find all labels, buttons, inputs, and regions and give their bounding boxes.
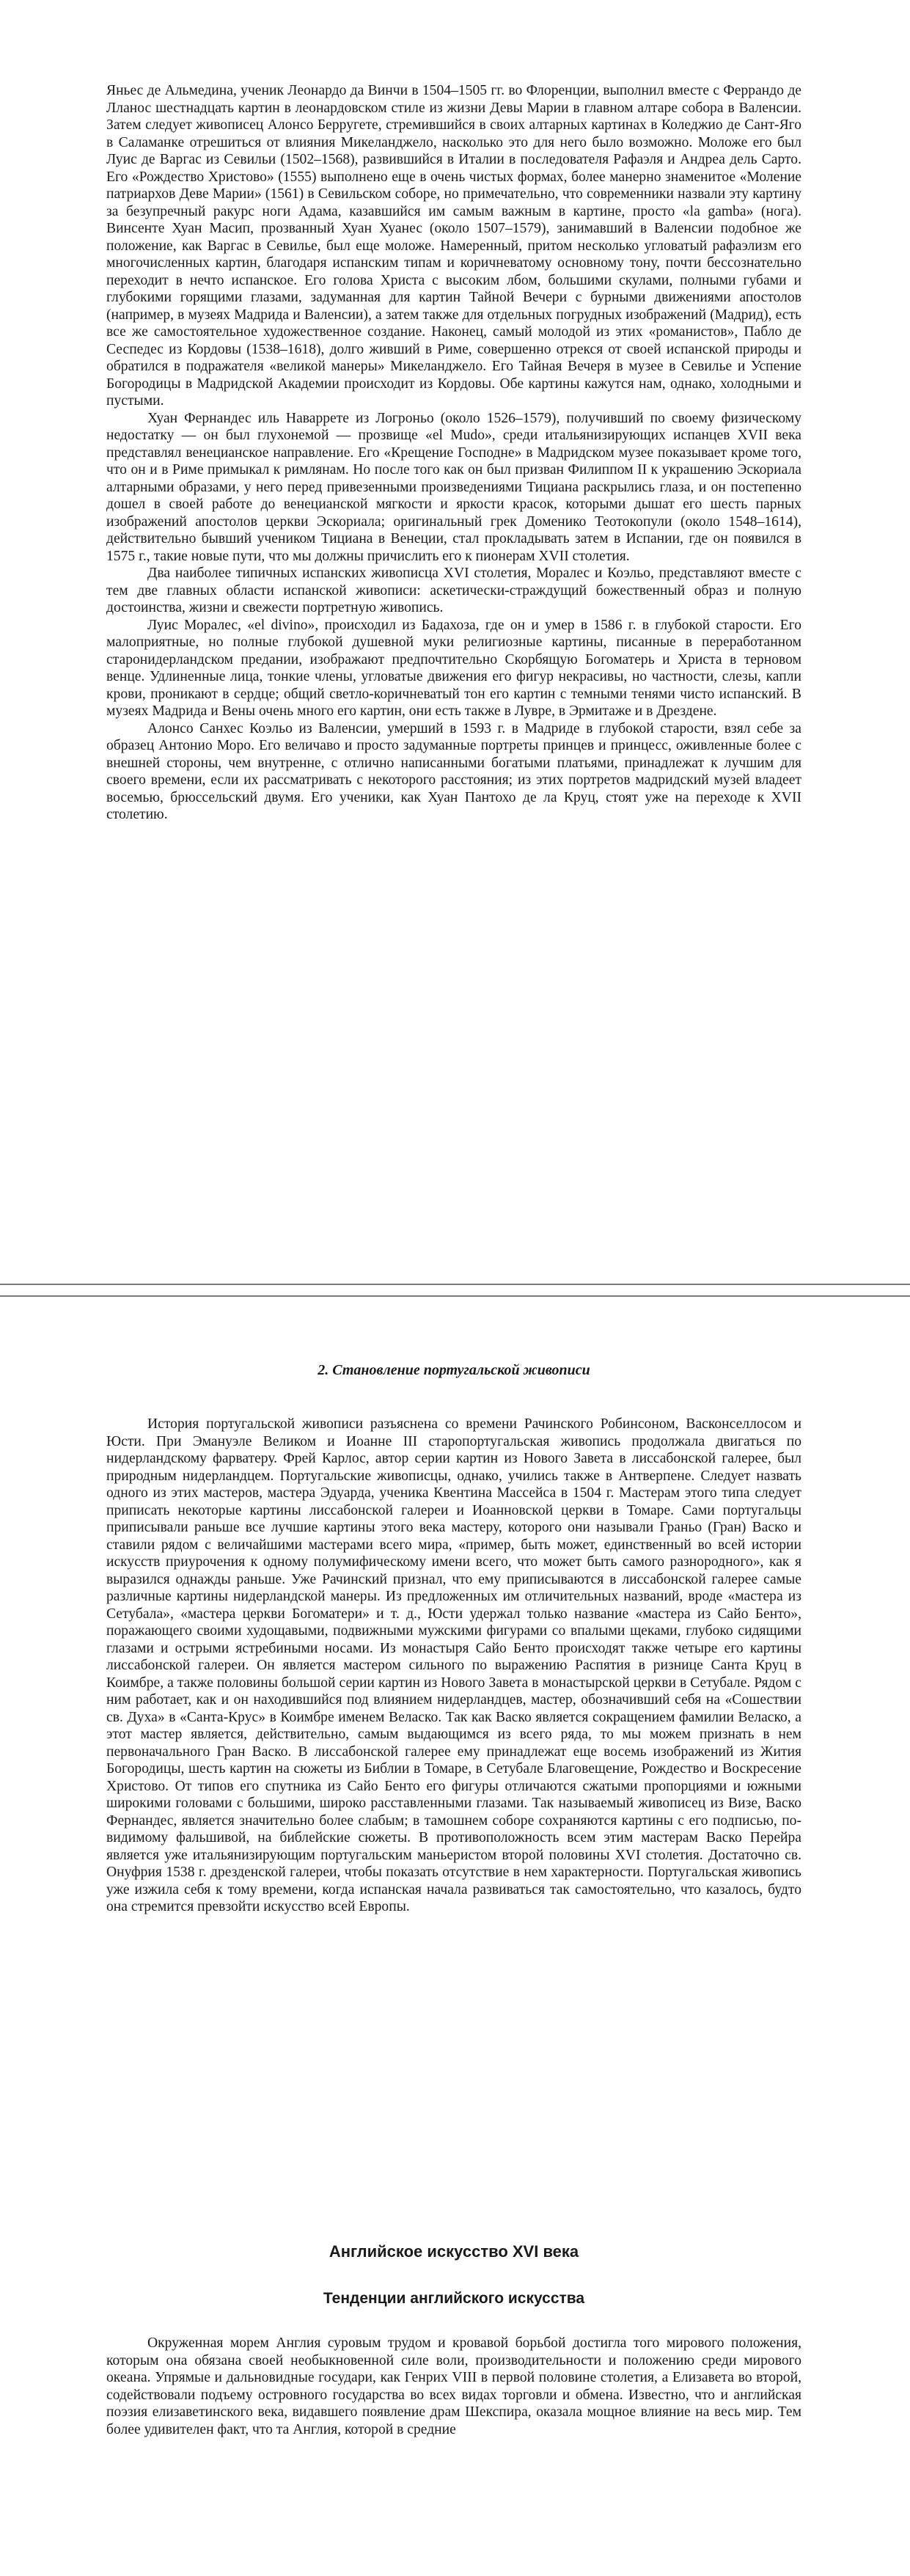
paragraph-portuguese-painting: История португальской живописи разъяснена со времени Рачинского Робинсоном, Васконселлосом и Юсти. При Эмануэле Великом и Иоанне III старопортугальская живопись продолжала двигаться по нидерландскому фарватеру. Фрей Карлос, автор серии картин из Нового Завета в лиссабонской галерее, был природным нидерландцем. Португальские живописцы, однако, учились также в Антверпене. Следует назвать одного из этих мастеров, мастера Эдуарда, ученика Квентина Массейса в 1504 г. Мастерам этого типа следует приписать некоторые картины лиссабонской галереи и Иоанновской церкви в Томаре. Сами португальцы приписывали раньше все лучшие картины этого века мастеру, которого они называли Граньо (Гран) Васко и ставили рядом с величайшими мастерами всего мира, «пример, быть может, единственный во всей истории искусств приурочения к одному полумифическому имени всего, что может быть самого разнородного», как я выразился однажды раньше. Уже Рачинский признал, что ему приписываются в лиссабонской галерее самые различные картины нидерландской манеры. Из предложенных им отличительных названий, вроде «мастера из Сетубала», «мастера церкви Богоматери» и т. д., Юсти удержал только название «мастера из Сайо Бенто», поражающего своими худощавыми, подвижными мужскими фигурами со впалыми щеками, глубоко сидящими глазами и острыми ястребиными носами. Из монастыря Сайо Бенто происходят также четыре его картины лиссабонской галереи. Он является мастером сильного по выражению Распятия в ризнице Санта Круц в Коимбре, а также половины большой серии картин из Нового Завета в монастырской церкви в Сетубале. Рядом с ним работает, как и он находившийся под влиянием нидерландцев, мастер, обозначивший себя на «Сошествии св. Духа» в «Санта-Крус» в Коимбре именем Веласко. Так как Васко является сокращением фамилии Веласко, а этот мастер является, действительно, самым выдающимся из всего ряда, то мы можем признать в нем первоначального Гран Васко. В лиссабонской галерее ему принадлежат еще восемь изображений из Жития Богородицы, шесть картин на сюжеты из Библии в Томаре, в Сетубале Благовещение, Рождество и Воскресение Христово. От типов его спутника из Сайо Бенто его фигуры отличаются сжатыми пропорциями и южными широкими головами с большими, широко расставленными глазами. Так называемый живописец из Визе, Васко Фернандес, является значительно более слабым; в тамошнем соборе сохраняются картины с его подписью, по-видимому фальшивой, на библейские сюжеты. В противоположность всем этим мастерам Васко Перейра является уже итальянизирующим португальским маньеристом второй половины XVI столетия. Достаточно св. Онуфрия 1538 г. дрезденской галереи, чтобы показать отсутствие в нем характерности. Португальская живопись уже изжила себя к тому времени, когда испанская начала развиваться так самостоятельно, что казалось, будто она стремится превзойти искусство всей Европы. xyxy=(106,1416,801,1914)
document-page-1 xyxy=(0,0,910,1284)
paragraph-english-art: Окруженная морем Англия суровым трудом и кровавой борьбой достигла того мирового положения, которым она обязана своей необыкновенной силе воли, производительности и положению среди мирового океана. Упрямые и дальновидные государи, как Генрих VIII в первой половине столетия, а Елизавета во второй, содействовали подъему островного государства во всех видах торговли и обмена. Известно, что и английская поэзия елизаветинского века, видавшего появление драм Шекспира, оказала мощное влияние на весь мир. Тем более удивителен факт, что та Англия, которой в средние xyxy=(106,2335,801,2437)
paragraph-morales-coello-intro: Два наиболее типичных испанских живописца XVI столетия, Моралес и Коэльо, представляют вместе с тем две главных области испанской живописи: аскетически-страждущий божественный образ и полную достоинства, жизни и свежести портретную живопись. xyxy=(106,566,801,615)
paragraph-yanes: Яньес де Альмедина, ученик Леонардо да Винчи в 1504–1505 гг. во Флоренции, выполнил вместе с Феррандо де Лланос шестнадцать картин в леонардовском стиле из жизни Девы Марии в главном алтаре собора в Валенсии. Затем следует живописец Алонсо Берругете, стремившийся в своих алтарных картинах в Коледжио де Сант-Яго в Саламанке отрешиться от влияния Микеланджело, насколько это для него было возможно. Моложе его был Луис де Варгас из Севильи (1502–1568), развившийся в Италии в последователя Рафаэля и Андреа дель Сарто. Его «Рождество Христово» (1555) выполнено еще в очень чистых формах, более манерно знаменитое «Моление патриархов Деве Марии» (1561) в Севильском соборе, но примечательно, что современники назвали эту картину за безупречный ракурс ноги Адама, казавшийся им самым важным в картине, просто «la gamba» (нога). Винсенте Хуан Масип, прозванный Хуан Хуанес (около 1507–1579), занимавший в Валенсии подобное же положение, как Варгас в Севилье, был еще моложе. Намеренный, притом несколько угловатый рафаэлизм его многочисленных картин, благодаря испанским типам и коричневатому основному тону, почти бессознательно переходит в нечто испанское. Его голова Христа с высоким лбом, большими скулами, полными губами и глубокими горящими глазами, задуманная для картин Тайной Вечери с бурными движениями апостолов (например, в музеях Мадрида и Валенсии), а затем также для отдельных погрудных изображений (Мадрид), есть все же самостоятельное художественное создание. Наконец, самый молодой из этих «романистов», Пабло де Сеспедес из Кордовы (1538–1618), долго живший в Риме, совершенно отрекся от своей испанской природы и обратился в подражателя «великой манеры» Микеланджело. Его Тайная Вечеря в музее в Севилье и Успение Богородицы в Мадридской Академии происходит из Кордовы. Обе картины кажутся нам, однако, холодными и пустыми. xyxy=(106,83,801,409)
paragraph-coello: Алонсо Санхес Коэльо из Валенсии, умерший в 1593 г. в Мадриде в глубокой старости, взял себе за образец Антонио Моро. Его величаво и просто задуманные портреты принцев и принцесс, оживленные более с внешней стороны, чем внутренне, с отлично написанными богатыми платьями, принадлежат к лучшим для своего времени, если их рассматривать с некоторого расстояния; из этих портретов мадридский музей владеет восемью, брюссельский двумя. Его ученики, как Хуан Пантохо де ла Круц, стоят уже на переходе к XVII столетию. xyxy=(106,720,801,822)
paragraph-morales: Луис Моралес, «el divino», происходил из Бадахоза, где он и умер в 1586 г. в глубокой старости. Его малоприятные, но полные глубокой душевной муки религиозные картины, писанные в переработанном старонидерландском предании, изображают предпочтительно Скорбящую Богоматерь и Христа в терновом венце. Удлиненные лица, тонкие члены, угловатые движения его фигур некрасивы, но частности, слезы, капли крови, проникают в сердце; общий светло-коричневатый тон его картин с темными тенями чисто испанский. В музеях Мадрида и Вены очень много его картин, они есть также в Лувре, в Эрмитаже и в Дрездене. xyxy=(106,617,801,719)
paragraph-navarrete: Хуан Фернандес иль Наваррете из Логроньо (около 1526–1579), получивший по своему физическому недостатку — он был глухонемой — прозвище «el Mudo», среди итальянизирующих испанцев XVII века представлял венецианское направление. Его «Крещение Господне» в Мадридском музее показывает кроме того, что он и в Риме примыкал к римлянам. Но после того как он был призван Филиппом II к украшению Эскориала алтарными образами, у него перед привезенными произведениями Тициана раскрылись глаза, и он постепенно дошел в своей работе до венецианской мягкости и яркости красок, которыми дышат его шесть парных изображений апостолов церкви Эскориала; оригинальный грек Доменико Теотокопули (около 1548–1614), действительно бывший учеником Тициана в Венеции, стал прокладывать затем в Испании, где он появился в 1575 г., такие новые пути, что мы должны причислить его к пионерам XVII столетия. xyxy=(106,410,801,564)
page-1-body xyxy=(106,82,801,824)
document-page-2 xyxy=(0,1297,910,2576)
page-divider xyxy=(0,1284,910,1297)
page-2-chapter xyxy=(106,2242,801,2438)
chapter-heading: Английское искусство XVI века xyxy=(329,2242,579,2261)
subchapter-heading: Тенденции английского искусства xyxy=(323,2290,585,2307)
page-2-section xyxy=(106,1361,801,1916)
section-heading: 2. Становление португальской живописи xyxy=(318,1362,590,1378)
